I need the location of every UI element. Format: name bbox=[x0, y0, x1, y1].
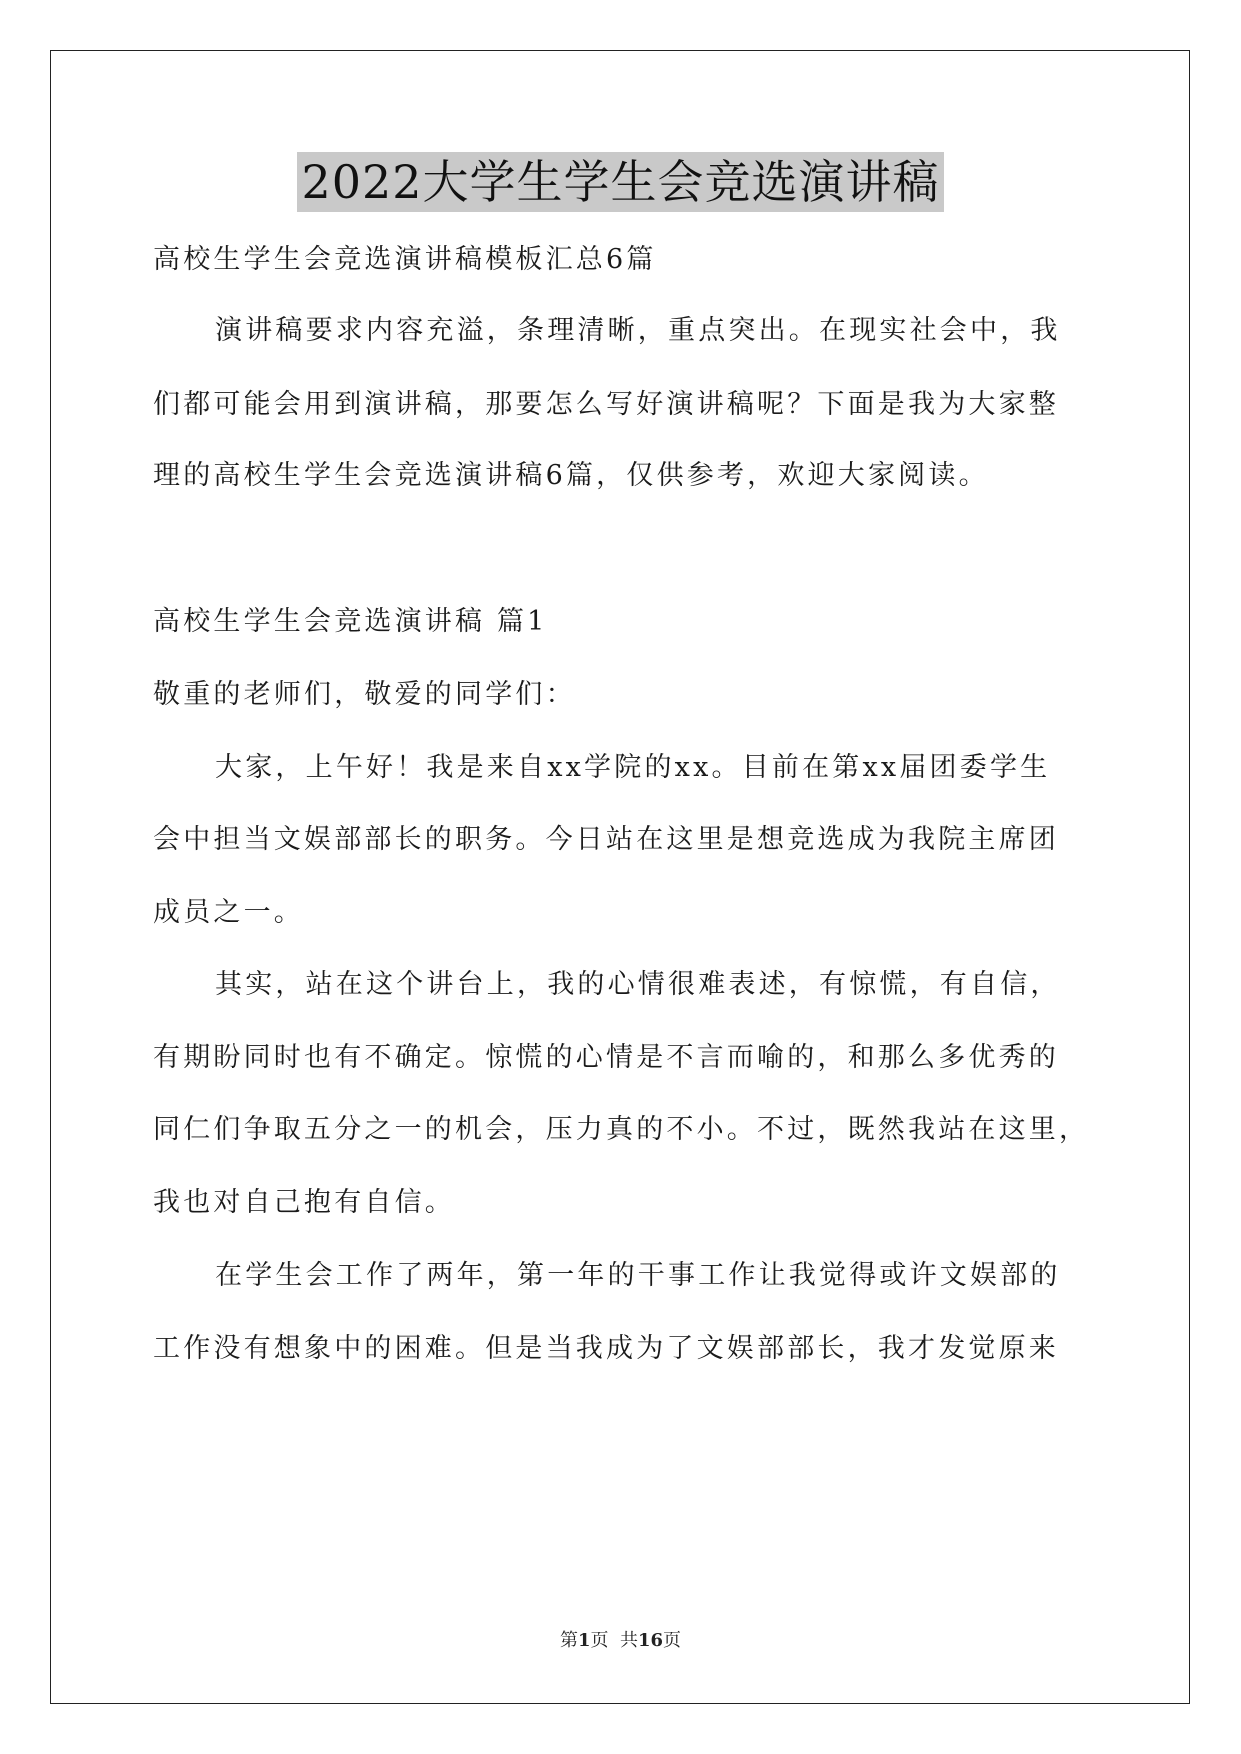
paragraph-line: 其实，站在这个讲台上，我的心情很难表述，有惊慌，有自信， bbox=[215, 969, 1061, 1000]
section-heading: 高校生学生会竞选演讲稿 篇1 bbox=[153, 606, 548, 637]
paragraph-line: 演讲稿要求内容充溢，条理清晰，重点突出。在现实社会中，我 bbox=[215, 315, 1061, 346]
footer-suffix: 页 bbox=[663, 1630, 682, 1651]
paragraph-line: 同仁们争取五分之一的机会，压力真的不小。不过，既然我站在这里， bbox=[153, 1114, 1090, 1145]
document-title: 2022大学生学生会竞选演讲稿 bbox=[297, 152, 943, 212]
paragraph-line: 理的高校生学生会竞选演讲稿6篇，仅供参考，欢迎大家阅读。 bbox=[153, 460, 989, 491]
total-pages-number: 16 bbox=[637, 1630, 664, 1651]
paragraph-line: 有期盼同时也有不确定。惊慌的心情是不言而喻的，和那么多优秀的 bbox=[153, 1042, 1059, 1073]
paragraph-line: 们都可能会用到演讲稿，那要怎么写好演讲稿呢？下面是我为大家整 bbox=[153, 389, 1059, 420]
subtitle-line: 高校生学生会竞选演讲稿模板汇总6篇 bbox=[153, 244, 657, 275]
paragraph-line: 在学生会工作了两年，第一年的干事工作让我觉得或许文娱部的 bbox=[215, 1260, 1061, 1291]
title-container bbox=[0, 152, 1241, 212]
page-border bbox=[50, 50, 1190, 1704]
paragraph-line: 大家，上午好！我是来自xx学院的xx。目前在第xx届团委学生 bbox=[215, 752, 1051, 783]
footer-middle: 页 共 bbox=[590, 1630, 638, 1651]
paragraph-line: 工作没有想象中的困难。但是当我成为了文娱部部长，我才发觉原来 bbox=[153, 1333, 1059, 1364]
paragraph-line: 成员之一。 bbox=[153, 897, 304, 928]
footer-prefix: 第 bbox=[559, 1630, 578, 1651]
salutation-line: 敬重的老师们，敬爱的同学们： bbox=[153, 679, 576, 710]
current-page-number: 1 bbox=[577, 1630, 591, 1651]
paragraph-line: 会中担当文娱部部长的职务。今日站在这里是想竞选成为我院主席团 bbox=[153, 824, 1059, 855]
page-footer bbox=[0, 1629, 1241, 1653]
paragraph-line: 我也对自己抱有自信。 bbox=[153, 1187, 455, 1218]
